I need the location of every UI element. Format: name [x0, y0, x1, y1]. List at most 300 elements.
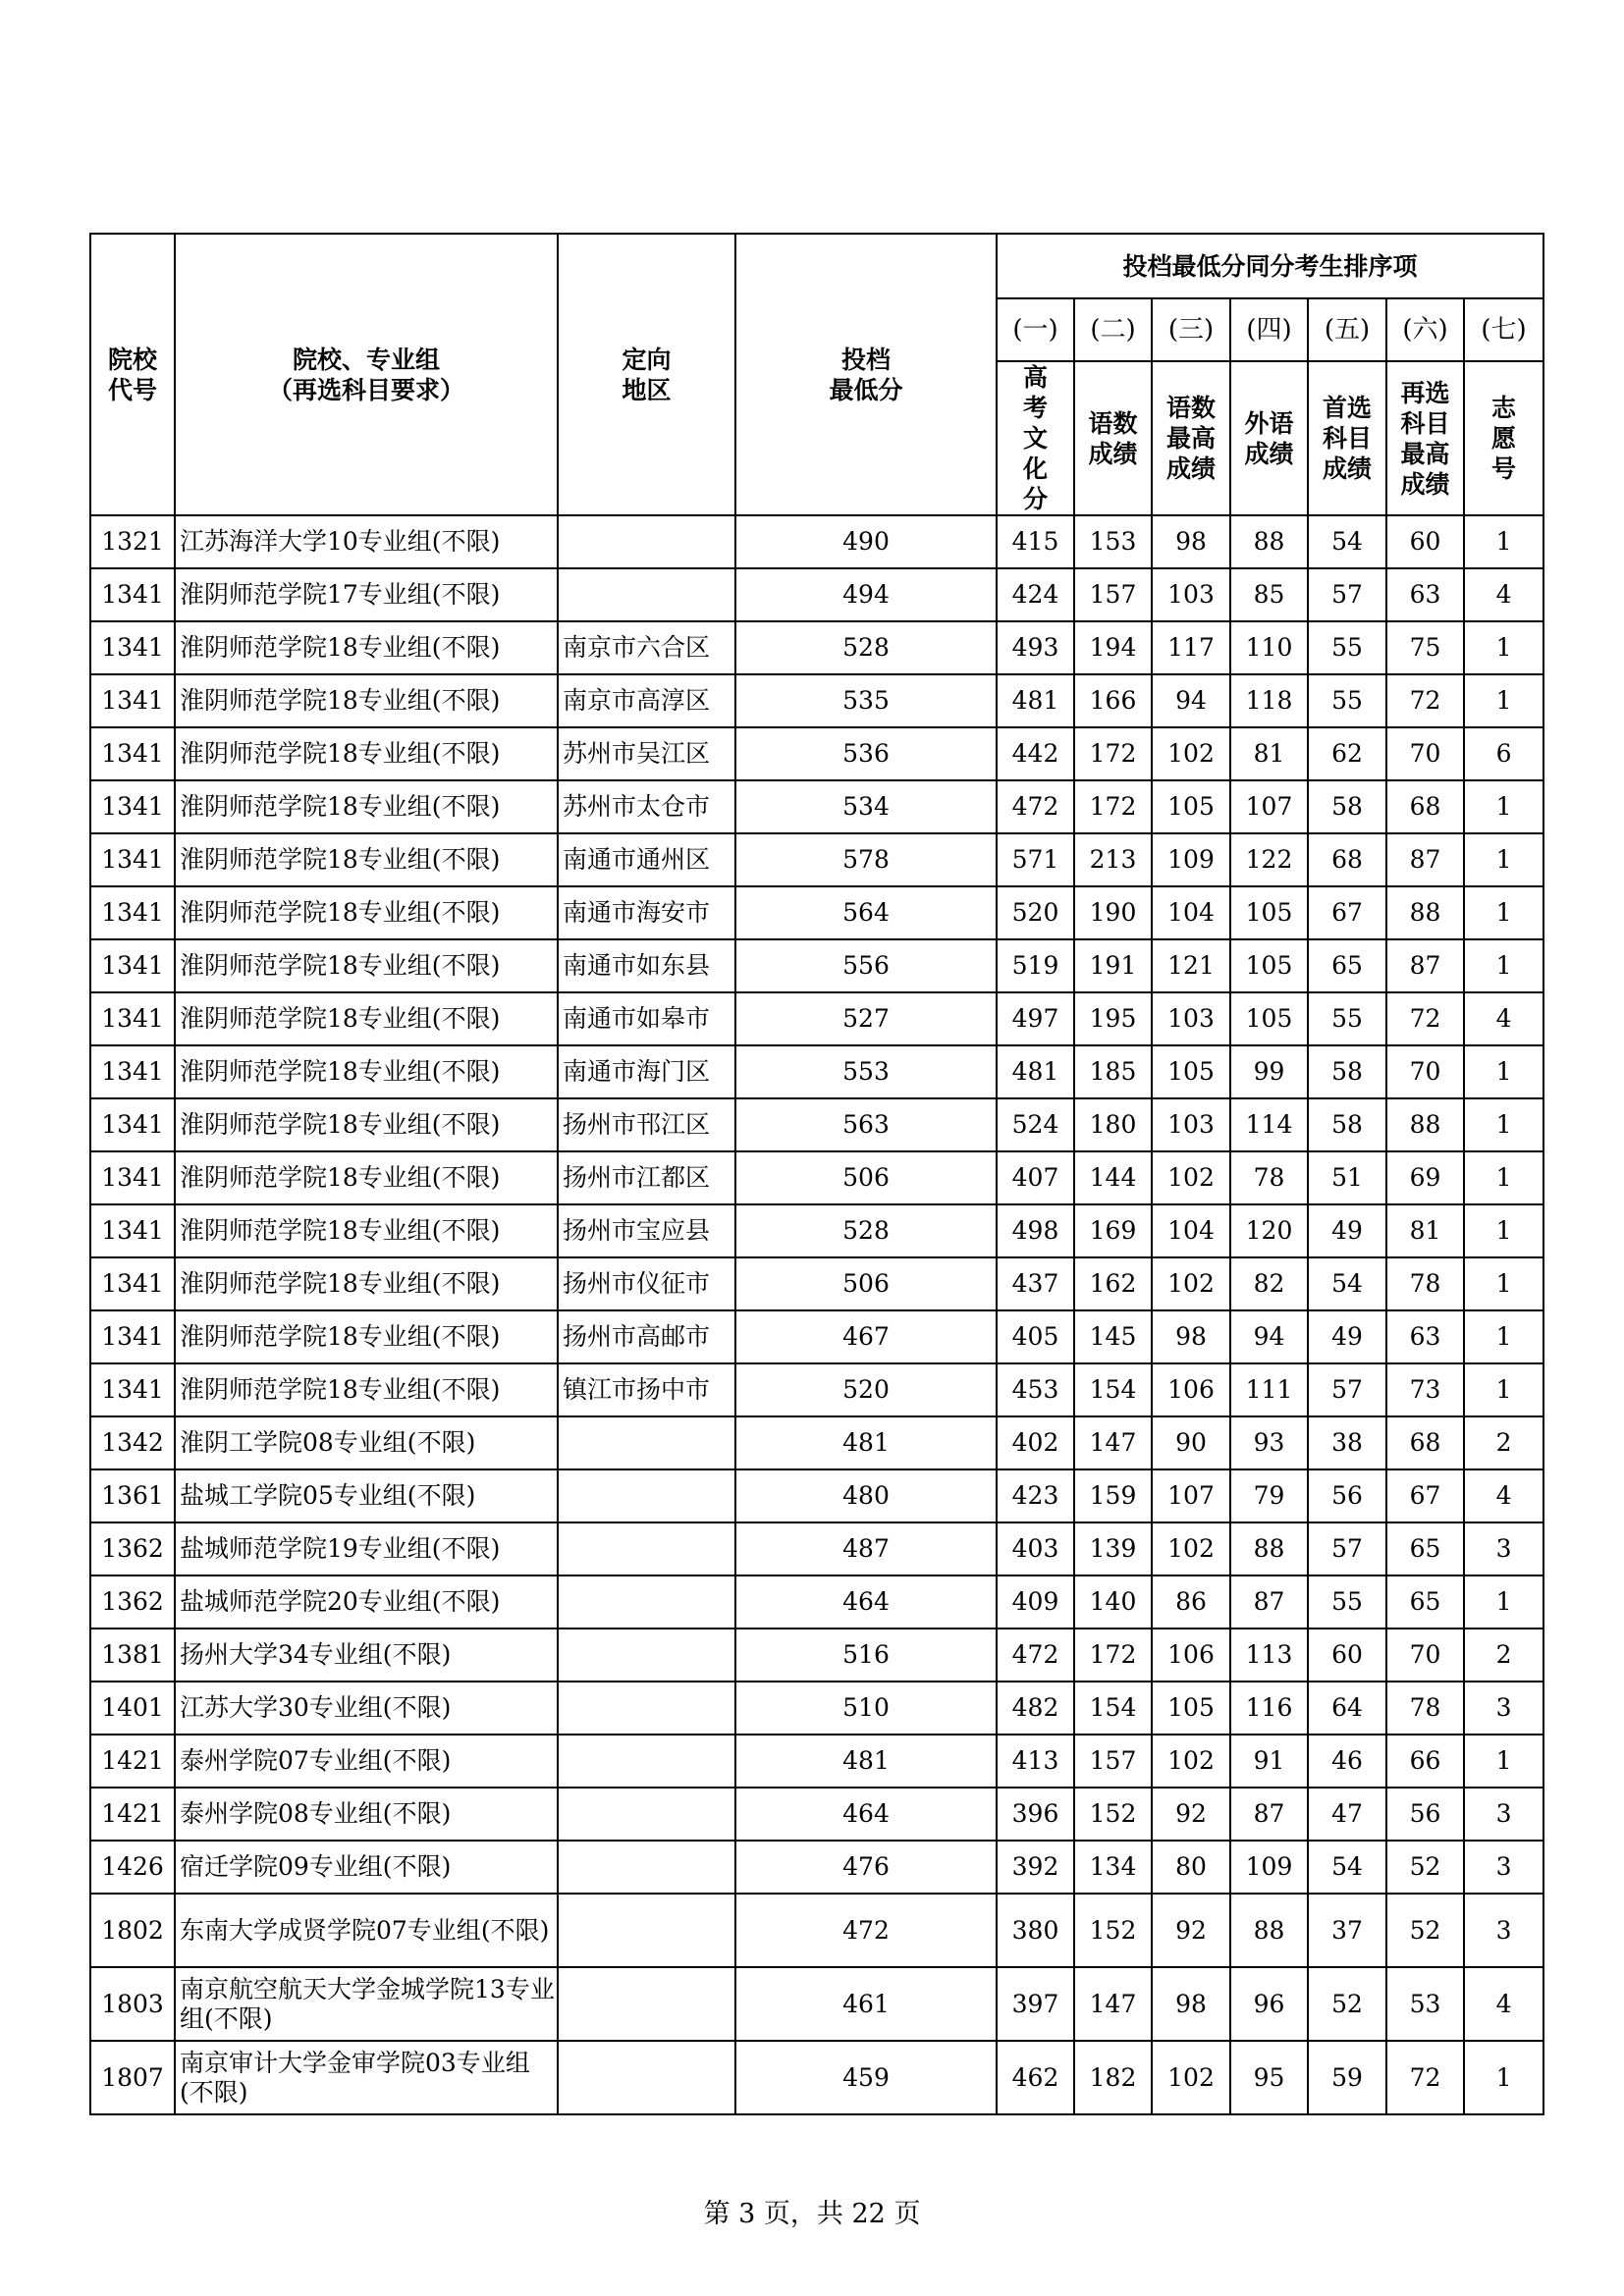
cell-min-score: 506 [735, 1151, 997, 1204]
cell-tiebreak-6: 70 [1386, 727, 1464, 780]
cell-tiebreak-4: 122 [1230, 833, 1308, 886]
cell-tiebreak-1: 519 [997, 939, 1074, 992]
cell-tiebreak-5: 54 [1308, 1257, 1386, 1310]
cell-tiebreak-3: 104 [1152, 1204, 1230, 1257]
cell-tiebreak-5: 54 [1308, 515, 1386, 568]
cell-min-score: 494 [735, 568, 997, 621]
cell-tiebreak-1: 405 [997, 1310, 1074, 1363]
cell-region [558, 515, 735, 568]
table-row [90, 621, 1543, 674]
cell-tiebreak-5: 55 [1308, 621, 1386, 674]
cell-tiebreak-7: 1 [1464, 1045, 1543, 1098]
cell-tiebreak-4: 81 [1230, 727, 1308, 780]
header-ordinal: (一) [997, 298, 1074, 361]
cell-tiebreak-2: 185 [1074, 1045, 1152, 1098]
cell-code: 1341 [90, 780, 175, 833]
cell-tiebreak-6: 72 [1386, 2041, 1464, 2114]
cell-min-score: 536 [735, 727, 997, 780]
header-subhead: 外语成绩 [1230, 361, 1308, 515]
cell-region: 扬州市邗江区 [558, 1098, 735, 1151]
cell-name: 淮阴师范学院18专业组(不限) [175, 780, 558, 833]
cell-name: 淮阴师范学院18专业组(不限) [175, 1204, 558, 1257]
cell-code: 1401 [90, 1682, 175, 1735]
cell-tiebreak-7: 6 [1464, 727, 1543, 780]
table-row [90, 1522, 1543, 1575]
cell-tiebreak-4: 110 [1230, 621, 1308, 674]
cell-tiebreak-1: 413 [997, 1735, 1074, 1788]
cell-tiebreak-6: 70 [1386, 1629, 1464, 1682]
header-code: 院校 代号 [90, 234, 175, 515]
cell-tiebreak-4: 116 [1230, 1682, 1308, 1735]
cell-tiebreak-5: 59 [1308, 2041, 1386, 2114]
cell-region: 南通市如皋市 [558, 992, 735, 1045]
cell-tiebreak-6: 67 [1386, 1469, 1464, 1522]
cell-tiebreak-6: 56 [1386, 1788, 1464, 1841]
cell-tiebreak-3: 98 [1152, 1310, 1230, 1363]
footer-prefix: 第 [703, 2199, 739, 2229]
table-row [90, 1469, 1543, 1522]
table-header [90, 234, 1543, 515]
cell-tiebreak-4: 95 [1230, 2041, 1308, 2114]
table-row [90, 568, 1543, 621]
cell-tiebreak-7: 1 [1464, 939, 1543, 992]
cell-tiebreak-2: 195 [1074, 992, 1152, 1045]
cell-tiebreak-3: 92 [1152, 1788, 1230, 1841]
cell-min-score: 535 [735, 674, 997, 727]
cell-min-score: 476 [735, 1841, 997, 1894]
cell-name: 淮阴师范学院18专业组(不限) [175, 833, 558, 886]
cell-tiebreak-7: 1 [1464, 1257, 1543, 1310]
cell-tiebreak-1: 380 [997, 1894, 1074, 1967]
cell-tiebreak-1: 442 [997, 727, 1074, 780]
cell-code: 1341 [90, 727, 175, 780]
cell-code: 1341 [90, 1363, 175, 1416]
header-subhead: 再选科目最高成绩 [1386, 361, 1464, 515]
cell-tiebreak-1: 397 [997, 1967, 1074, 2041]
cell-tiebreak-1: 423 [997, 1469, 1074, 1522]
cell-code: 1341 [90, 1151, 175, 1204]
cell-tiebreak-1: 403 [997, 1522, 1074, 1575]
cell-name: 淮阴师范学院18专业组(不限) [175, 992, 558, 1045]
cell-tiebreak-3: 94 [1152, 674, 1230, 727]
cell-tiebreak-4: 79 [1230, 1469, 1308, 1522]
cell-tiebreak-6: 66 [1386, 1735, 1464, 1788]
cell-tiebreak-4: 107 [1230, 780, 1308, 833]
cell-tiebreak-6: 69 [1386, 1151, 1464, 1204]
cell-tiebreak-4: 105 [1230, 886, 1308, 939]
cell-tiebreak-5: 55 [1308, 1575, 1386, 1629]
cell-region: 扬州市宝应县 [558, 1204, 735, 1257]
cell-code: 1361 [90, 1469, 175, 1522]
cell-tiebreak-7: 4 [1464, 568, 1543, 621]
cell-name: 淮阴师范学院18专业组(不限) [175, 1098, 558, 1151]
cell-tiebreak-3: 103 [1152, 992, 1230, 1045]
cell-tiebreak-2: 145 [1074, 1310, 1152, 1363]
footer-middle: 页，共 [755, 2199, 852, 2229]
cell-name: 淮阴师范学院18专业组(不限) [175, 939, 558, 992]
cell-tiebreak-4: 113 [1230, 1629, 1308, 1682]
cell-tiebreak-1: 571 [997, 833, 1074, 886]
cell-tiebreak-4: 99 [1230, 1045, 1308, 1098]
table-row [90, 2041, 1543, 2114]
cell-region [558, 1469, 735, 1522]
cell-region [558, 1629, 735, 1682]
cell-code: 1341 [90, 1310, 175, 1363]
cell-tiebreak-4: 105 [1230, 992, 1308, 1045]
table-row [90, 1735, 1543, 1788]
cell-tiebreak-2: 152 [1074, 1788, 1152, 1841]
cell-region: 南通市海安市 [558, 886, 735, 939]
cell-tiebreak-3: 121 [1152, 939, 1230, 992]
cell-code: 1341 [90, 568, 175, 621]
cell-region: 南通市通州区 [558, 833, 735, 886]
cell-tiebreak-4: 87 [1230, 1788, 1308, 1841]
cell-name: 淮阴师范学院18专业组(不限) [175, 1363, 558, 1416]
cell-tiebreak-6: 72 [1386, 992, 1464, 1045]
cell-tiebreak-6: 78 [1386, 1682, 1464, 1735]
cell-code: 1341 [90, 621, 175, 674]
cell-tiebreak-2: 162 [1074, 1257, 1152, 1310]
cell-tiebreak-2: 180 [1074, 1098, 1152, 1151]
cell-region [558, 1416, 735, 1469]
cell-region: 苏州市吴江区 [558, 727, 735, 780]
cell-tiebreak-2: 172 [1074, 780, 1152, 833]
cell-min-score: 480 [735, 1469, 997, 1522]
cell-tiebreak-2: 159 [1074, 1469, 1152, 1522]
cell-min-score: 472 [735, 1894, 997, 1967]
cell-region: 南通市海门区 [558, 1045, 735, 1098]
cell-name: 扬州大学34专业组(不限) [175, 1629, 558, 1682]
cell-tiebreak-4: 87 [1230, 1575, 1308, 1629]
cell-tiebreak-4: 91 [1230, 1735, 1308, 1788]
cell-region [558, 2041, 735, 2114]
cell-region: 扬州市仪征市 [558, 1257, 735, 1310]
cell-tiebreak-3: 117 [1152, 621, 1230, 674]
table-row [90, 1098, 1543, 1151]
cell-code: 1426 [90, 1841, 175, 1894]
cell-name: 江苏海洋大学10专业组(不限) [175, 515, 558, 568]
cell-tiebreak-3: 102 [1152, 2041, 1230, 2114]
cell-tiebreak-7: 1 [1464, 1204, 1543, 1257]
cell-name: 淮阴师范学院18专业组(不限) [175, 1151, 558, 1204]
cell-tiebreak-3: 102 [1152, 1522, 1230, 1575]
cell-min-score: 564 [735, 886, 997, 939]
cell-min-score: 467 [735, 1310, 997, 1363]
header-ordinal: (六) [1386, 298, 1464, 361]
cell-tiebreak-2: 147 [1074, 1416, 1152, 1469]
cell-tiebreak-2: 182 [1074, 2041, 1152, 2114]
cell-min-score: 506 [735, 1257, 997, 1310]
table-row [90, 1841, 1543, 1894]
header-subhead: 语数成绩 [1074, 361, 1152, 515]
cell-name: 宿迁学院09专业组(不限) [175, 1841, 558, 1894]
table-row [90, 1967, 1543, 2041]
cell-tiebreak-4: 85 [1230, 568, 1308, 621]
cell-tiebreak-1: 472 [997, 780, 1074, 833]
cell-region [558, 1522, 735, 1575]
cell-tiebreak-2: 172 [1074, 727, 1152, 780]
table-row [90, 1894, 1543, 1967]
table-row [90, 992, 1543, 1045]
cell-tiebreak-3: 106 [1152, 1363, 1230, 1416]
cell-tiebreak-6: 75 [1386, 621, 1464, 674]
cell-tiebreak-5: 55 [1308, 674, 1386, 727]
cell-min-score: 459 [735, 2041, 997, 2114]
cell-tiebreak-1: 498 [997, 1204, 1074, 1257]
cell-tiebreak-7: 4 [1464, 1967, 1543, 2041]
table-row [90, 1257, 1543, 1310]
cell-tiebreak-1: 424 [997, 568, 1074, 621]
cell-tiebreak-5: 46 [1308, 1735, 1386, 1788]
header-ordinal: (二) [1074, 298, 1152, 361]
header-subhead: 志愿号 [1464, 361, 1543, 515]
header-subhead: 语数最高成绩 [1152, 361, 1230, 515]
cell-tiebreak-3: 80 [1152, 1841, 1230, 1894]
cell-code: 1341 [90, 939, 175, 992]
cell-tiebreak-7: 4 [1464, 1469, 1543, 1522]
table-row [90, 1310, 1543, 1363]
cell-tiebreak-4: 88 [1230, 1894, 1308, 1967]
cell-tiebreak-5: 65 [1308, 939, 1386, 992]
cell-tiebreak-4: 82 [1230, 1257, 1308, 1310]
cell-tiebreak-3: 105 [1152, 780, 1230, 833]
cell-tiebreak-2: 194 [1074, 621, 1152, 674]
cell-tiebreak-3: 86 [1152, 1575, 1230, 1629]
cell-tiebreak-4: 94 [1230, 1310, 1308, 1363]
header-ordinal: (五) [1308, 298, 1386, 361]
header-ordinal: (七) [1464, 298, 1543, 361]
table-row [90, 1151, 1543, 1204]
table-body [90, 515, 1543, 2114]
cell-tiebreak-5: 57 [1308, 1522, 1386, 1575]
cell-tiebreak-7: 3 [1464, 1894, 1543, 1967]
cell-tiebreak-3: 105 [1152, 1682, 1230, 1735]
cell-tiebreak-7: 3 [1464, 1682, 1543, 1735]
cell-tiebreak-6: 65 [1386, 1575, 1464, 1629]
cell-code: 1341 [90, 1098, 175, 1151]
cell-tiebreak-3: 102 [1152, 1735, 1230, 1788]
cell-tiebreak-2: 147 [1074, 1967, 1152, 2041]
cell-tiebreak-1: 396 [997, 1788, 1074, 1841]
cell-tiebreak-1: 392 [997, 1841, 1074, 1894]
table-row [90, 727, 1543, 780]
cell-tiebreak-5: 58 [1308, 1098, 1386, 1151]
cell-tiebreak-5: 54 [1308, 1841, 1386, 1894]
cell-tiebreak-7: 2 [1464, 1629, 1543, 1682]
cell-tiebreak-2: 172 [1074, 1629, 1152, 1682]
page-number: 3 [738, 2199, 756, 2229]
header-name: 院校、专业组 （再选科目要求） [175, 234, 558, 515]
cell-tiebreak-7: 3 [1464, 1522, 1543, 1575]
cell-tiebreak-5: 60 [1308, 1629, 1386, 1682]
cell-tiebreak-5: 68 [1308, 833, 1386, 886]
cell-region: 苏州市太仓市 [558, 780, 735, 833]
cell-tiebreak-2: 191 [1074, 939, 1152, 992]
cell-name: 淮阴师范学院18专业组(不限) [175, 674, 558, 727]
cell-min-score: 461 [735, 1967, 997, 2041]
cell-tiebreak-6: 53 [1386, 1967, 1464, 2041]
admission-score-table [89, 233, 1544, 2115]
cell-name: 盐城师范学院20专业组(不限) [175, 1575, 558, 1629]
cell-region: 扬州市高邮市 [558, 1310, 735, 1363]
cell-tiebreak-3: 107 [1152, 1469, 1230, 1522]
header-region: 定向 地区 [558, 234, 735, 515]
cell-tiebreak-4: 111 [1230, 1363, 1308, 1416]
cell-tiebreak-6: 52 [1386, 1841, 1464, 1894]
cell-tiebreak-6: 88 [1386, 1098, 1464, 1151]
cell-min-score: 464 [735, 1575, 997, 1629]
cell-tiebreak-5: 62 [1308, 727, 1386, 780]
header-ordinal: (四) [1230, 298, 1308, 361]
cell-tiebreak-4: 93 [1230, 1416, 1308, 1469]
cell-tiebreak-5: 57 [1308, 1363, 1386, 1416]
cell-tiebreak-1: 520 [997, 886, 1074, 939]
cell-tiebreak-5: 49 [1308, 1310, 1386, 1363]
cell-region [558, 1967, 735, 2041]
cell-tiebreak-4: 120 [1230, 1204, 1308, 1257]
cell-min-score: 464 [735, 1788, 997, 1841]
cell-tiebreak-3: 104 [1152, 886, 1230, 939]
cell-tiebreak-6: 63 [1386, 1310, 1464, 1363]
header-subhead: 高考文化分 [997, 361, 1074, 515]
cell-tiebreak-5: 38 [1308, 1416, 1386, 1469]
cell-name: 淮阴师范学院17专业组(不限) [175, 568, 558, 621]
cell-tiebreak-2: 169 [1074, 1204, 1152, 1257]
header-tiebreak-title: 投档最低分同分考生排序项 [997, 234, 1543, 298]
cell-name: 淮阴工学院08专业组(不限) [175, 1416, 558, 1469]
cell-tiebreak-3: 102 [1152, 727, 1230, 780]
cell-min-score: 553 [735, 1045, 997, 1098]
cell-min-score: 528 [735, 1204, 997, 1257]
cell-region [558, 1682, 735, 1735]
cell-tiebreak-6: 65 [1386, 1522, 1464, 1575]
cell-tiebreak-7: 1 [1464, 886, 1543, 939]
cell-min-score: 490 [735, 515, 997, 568]
cell-tiebreak-1: 462 [997, 2041, 1074, 2114]
cell-tiebreak-4: 114 [1230, 1098, 1308, 1151]
cell-code: 1341 [90, 674, 175, 727]
cell-tiebreak-6: 87 [1386, 833, 1464, 886]
page-footer [0, 2192, 1624, 2230]
cell-tiebreak-2: 213 [1074, 833, 1152, 886]
cell-tiebreak-1: 453 [997, 1363, 1074, 1416]
cell-tiebreak-7: 3 [1464, 1841, 1543, 1894]
cell-tiebreak-1: 497 [997, 992, 1074, 1045]
cell-region: 南京市六合区 [558, 621, 735, 674]
cell-tiebreak-1: 407 [997, 1151, 1074, 1204]
cell-name: 盐城工学院05专业组(不限) [175, 1469, 558, 1522]
cell-region: 扬州市江都区 [558, 1151, 735, 1204]
cell-tiebreak-2: 154 [1074, 1363, 1152, 1416]
cell-tiebreak-3: 102 [1152, 1151, 1230, 1204]
cell-code: 1421 [90, 1788, 175, 1841]
cell-tiebreak-7: 1 [1464, 1735, 1543, 1788]
cell-tiebreak-1: 402 [997, 1416, 1074, 1469]
header-ordinal: (三) [1152, 298, 1230, 361]
cell-region: 镇江市扬中市 [558, 1363, 735, 1416]
cell-tiebreak-2: 134 [1074, 1841, 1152, 1894]
cell-tiebreak-5: 49 [1308, 1204, 1386, 1257]
table-row [90, 1682, 1543, 1735]
cell-tiebreak-2: 140 [1074, 1575, 1152, 1629]
cell-tiebreak-2: 153 [1074, 515, 1152, 568]
cell-min-score: 527 [735, 992, 997, 1045]
cell-tiebreak-3: 103 [1152, 1098, 1230, 1151]
cell-tiebreak-3: 105 [1152, 1045, 1230, 1098]
table-row [90, 780, 1543, 833]
cell-code: 1321 [90, 515, 175, 568]
cell-min-score: 563 [735, 1098, 997, 1151]
cell-tiebreak-7: 1 [1464, 780, 1543, 833]
cell-tiebreak-3: 98 [1152, 515, 1230, 568]
cell-tiebreak-6: 88 [1386, 886, 1464, 939]
cell-tiebreak-7: 1 [1464, 2041, 1543, 2114]
cell-min-score: 520 [735, 1363, 997, 1416]
cell-region: 南通市如东县 [558, 939, 735, 992]
table-row [90, 674, 1543, 727]
cell-code: 1341 [90, 833, 175, 886]
cell-tiebreak-5: 55 [1308, 992, 1386, 1045]
cell-code: 1341 [90, 992, 175, 1045]
cell-tiebreak-7: 1 [1464, 674, 1543, 727]
header-min-score: 投档 最低分 [735, 234, 997, 515]
cell-min-score: 578 [735, 833, 997, 886]
cell-region [558, 1575, 735, 1629]
cell-min-score: 534 [735, 780, 997, 833]
cell-tiebreak-3: 106 [1152, 1629, 1230, 1682]
cell-tiebreak-1: 482 [997, 1682, 1074, 1735]
cell-tiebreak-1: 409 [997, 1575, 1074, 1629]
cell-name: 淮阴师范学院18专业组(不限) [175, 1045, 558, 1098]
cell-min-score: 528 [735, 621, 997, 674]
cell-tiebreak-4: 105 [1230, 939, 1308, 992]
cell-tiebreak-7: 1 [1464, 1363, 1543, 1416]
cell-name: 江苏大学30专业组(不限) [175, 1682, 558, 1735]
table-row [90, 1204, 1543, 1257]
cell-name: 淮阴师范学院18专业组(不限) [175, 1310, 558, 1363]
cell-tiebreak-4: 88 [1230, 1522, 1308, 1575]
table-row [90, 1575, 1543, 1629]
cell-tiebreak-7: 1 [1464, 1098, 1543, 1151]
table-row [90, 1416, 1543, 1469]
cell-tiebreak-3: 103 [1152, 568, 1230, 621]
cell-code: 1381 [90, 1629, 175, 1682]
cell-code: 1807 [90, 2041, 175, 2114]
cell-name: 南京审计大学金审学院03专业组(不限) [175, 2041, 558, 2114]
cell-region: 南京市高淳区 [558, 674, 735, 727]
cell-tiebreak-2: 139 [1074, 1522, 1152, 1575]
cell-code: 1341 [90, 1045, 175, 1098]
cell-tiebreak-6: 87 [1386, 939, 1464, 992]
cell-tiebreak-4: 78 [1230, 1151, 1308, 1204]
table-row [90, 1788, 1543, 1841]
cell-code: 1362 [90, 1522, 175, 1575]
cell-name: 淮阴师范学院18专业组(不限) [175, 621, 558, 674]
cell-min-score: 487 [735, 1522, 997, 1575]
cell-tiebreak-6: 81 [1386, 1204, 1464, 1257]
cell-region [558, 1841, 735, 1894]
cell-code: 1341 [90, 1257, 175, 1310]
cell-tiebreak-3: 102 [1152, 1257, 1230, 1310]
cell-tiebreak-3: 90 [1152, 1416, 1230, 1469]
cell-code: 1802 [90, 1894, 175, 1967]
cell-tiebreak-7: 4 [1464, 992, 1543, 1045]
cell-region [558, 1788, 735, 1841]
cell-tiebreak-7: 1 [1464, 833, 1543, 886]
cell-tiebreak-1: 472 [997, 1629, 1074, 1682]
cell-tiebreak-6: 68 [1386, 780, 1464, 833]
cell-tiebreak-5: 37 [1308, 1894, 1386, 1967]
